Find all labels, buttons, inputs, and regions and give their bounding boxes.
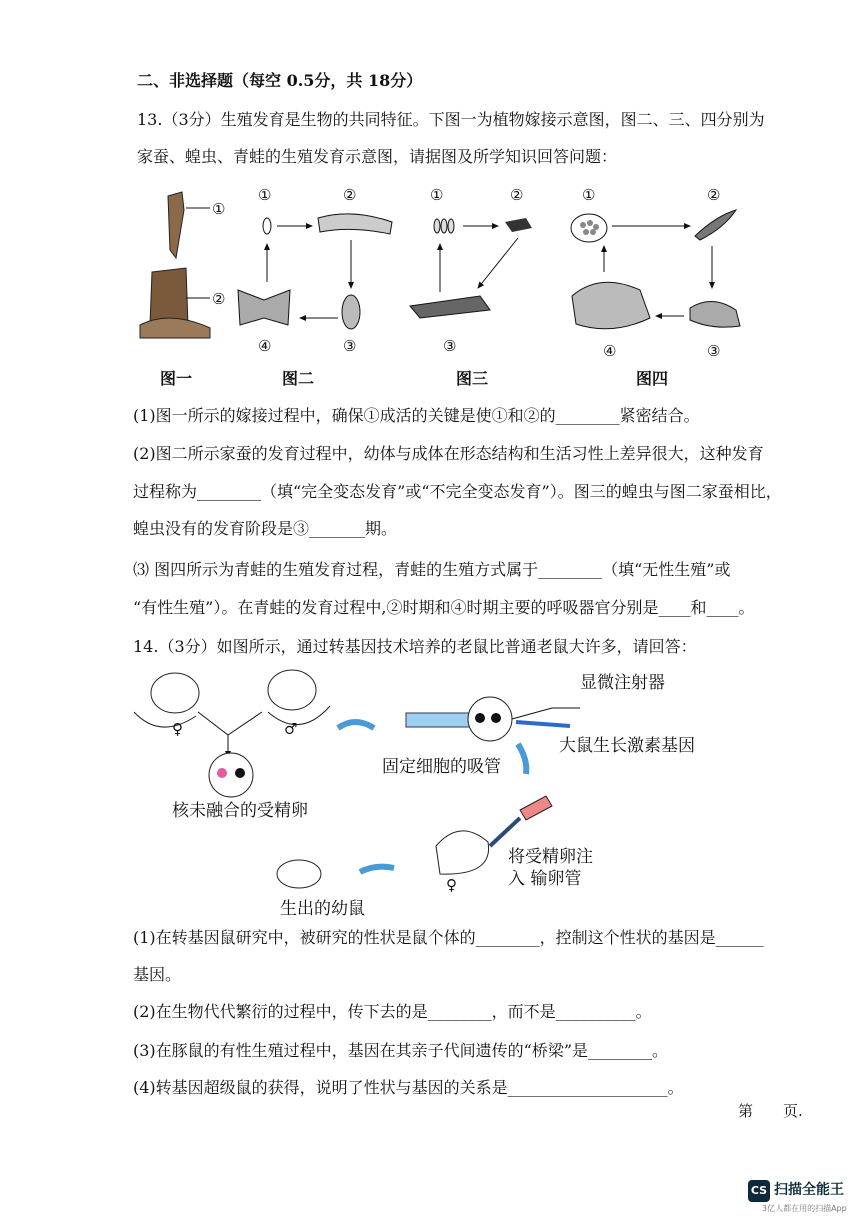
fig4-mark-1: ① (582, 186, 596, 204)
fig3-mark-3: ③ (443, 337, 457, 355)
fig1-mark-1: ① (212, 200, 226, 218)
fig2-mark-1: ① (258, 186, 272, 204)
q13-stem-line1: 13.（3分）生殖发育是生物的共同特征。下图一为植物嫁接示意图，图二、三、四分别为 (137, 110, 765, 129)
scanner-tagline: 3亿人都在用的扫描App (762, 1204, 847, 1213)
q14-sub2: (2)在生物代代繁衍的过程中，传下去的是________，而不是__________。 (133, 1002, 652, 1021)
female-symbol-recipient: ♀ (446, 876, 457, 894)
q13-sub2-line2: 过程称为________（填“完全变态发育”或“不完全变态发育”）。图三的蝗虫与图二家蚕相比， (133, 482, 782, 501)
fig4-mark-4: ④ (603, 342, 617, 360)
male-symbol: ♂ (284, 720, 298, 738)
q14-sub1-line2: 基因。 (133, 965, 182, 984)
fig3-mark-2: ② (510, 186, 524, 204)
egg-under-injection (468, 697, 512, 741)
scanner-logo-icon: CS (748, 1180, 770, 1202)
fig1-caption: 图一 (160, 369, 193, 388)
page-footer: 第 页. (738, 1102, 803, 1120)
q13-sub3-line2: “有性生殖”）。在青蛙的发育过程中,②时期和④时期主要的呼吸器官分别是____和____。 (133, 598, 755, 617)
frog-eggs (571, 214, 607, 242)
silkworm-larva (318, 214, 392, 234)
fig3-mark-1: ① (430, 186, 444, 204)
mice-parents (134, 670, 330, 727)
froglet (690, 301, 740, 327)
fertilized-egg (209, 753, 253, 797)
female-symbol: ♀ (172, 720, 183, 738)
label-rat-growth-gene: 大鼠生长激素基因 (559, 736, 695, 756)
tadpole (695, 210, 736, 240)
locust-nymph (505, 218, 532, 232)
q14-sub4: (4)转基因超级鼠的获得，说明了性状与基因的关系是____________________。 (133, 1078, 684, 1097)
fig4-caption: 图四 (636, 369, 669, 388)
label-inject-line1: 将受精卵注 (508, 847, 593, 867)
scanner-name: 扫描全能王 (774, 1182, 844, 1198)
fig2-mark-4: ④ (258, 337, 272, 355)
label-holding-pipette: 固定细胞的吸管 (382, 757, 501, 777)
silkworm-moth (238, 290, 290, 325)
fig4-mark-2: ② (707, 186, 721, 204)
fig1-mark-2: ② (212, 290, 226, 308)
locust-adult (410, 296, 490, 318)
section-title: 二、非选择题（每空 0.5分，共 18分） (137, 71, 423, 90)
silkworm-pupa (342, 295, 360, 329)
q13-stem-line2: 家蚕、蝗虫、青蛙的生殖发育示意图，请据图及所学知识回答问题： (137, 147, 618, 166)
holding-pipette (406, 713, 472, 727)
fig2-mark-3: ③ (343, 337, 357, 355)
baby-mice (277, 860, 321, 888)
q13-sub1: (1)图一所示的嫁接过程中，确保①成活的关键是使①和②的________紧密结合。 (133, 406, 700, 425)
label-born-mice: 生出的幼鼠 (280, 899, 365, 919)
fig2-mark-2: ② (343, 186, 357, 204)
q13-sub2-line1: (2)图二所示家蚕的发育过程中，幼体与成体在形态结构和生活习性上差异很大，这种发育 (133, 444, 764, 463)
injector-tip (520, 796, 552, 820)
silkworm-egg (263, 218, 271, 234)
label-inject-line2: 入 输卵管 (508, 869, 582, 889)
q14-sub1-line1: (1)在转基因鼠研究中，被研究的性状是鼠个体的________，控制这个性状的基因是______ (133, 928, 764, 947)
locust-eggs (434, 219, 454, 233)
label-microinjector: 显微注射器 (580, 673, 665, 693)
q14-stem: 14.（3分）如图所示，通过转基因技术培养的老鼠比普通老鼠大许多，请回答： (133, 637, 697, 656)
q14-sub3: (3)在豚鼠的有性生殖过程中，基因在其亲子代间遗传的“桥梁”是________。 (133, 1041, 669, 1060)
grafting-illustration (140, 192, 210, 338)
label-unfused-egg: 核未融合的受精卵 (172, 801, 308, 821)
q13-sub3-line1: ⑶ 图四所示为青蛙的生殖发育过程，青蛙的生殖方式属于________（填“无性生殖”或 (133, 560, 731, 579)
q13-sub2-line3: 蝗虫没有的发育阶段是③_______期。 (133, 519, 398, 538)
adult-frog (572, 282, 650, 329)
fig2-caption: 图二 (282, 369, 315, 388)
process-arrow-1 (338, 722, 374, 728)
fig4-mark-3: ③ (707, 342, 721, 360)
fig3-caption: 图三 (456, 369, 489, 388)
recipient-mouse (436, 831, 489, 874)
